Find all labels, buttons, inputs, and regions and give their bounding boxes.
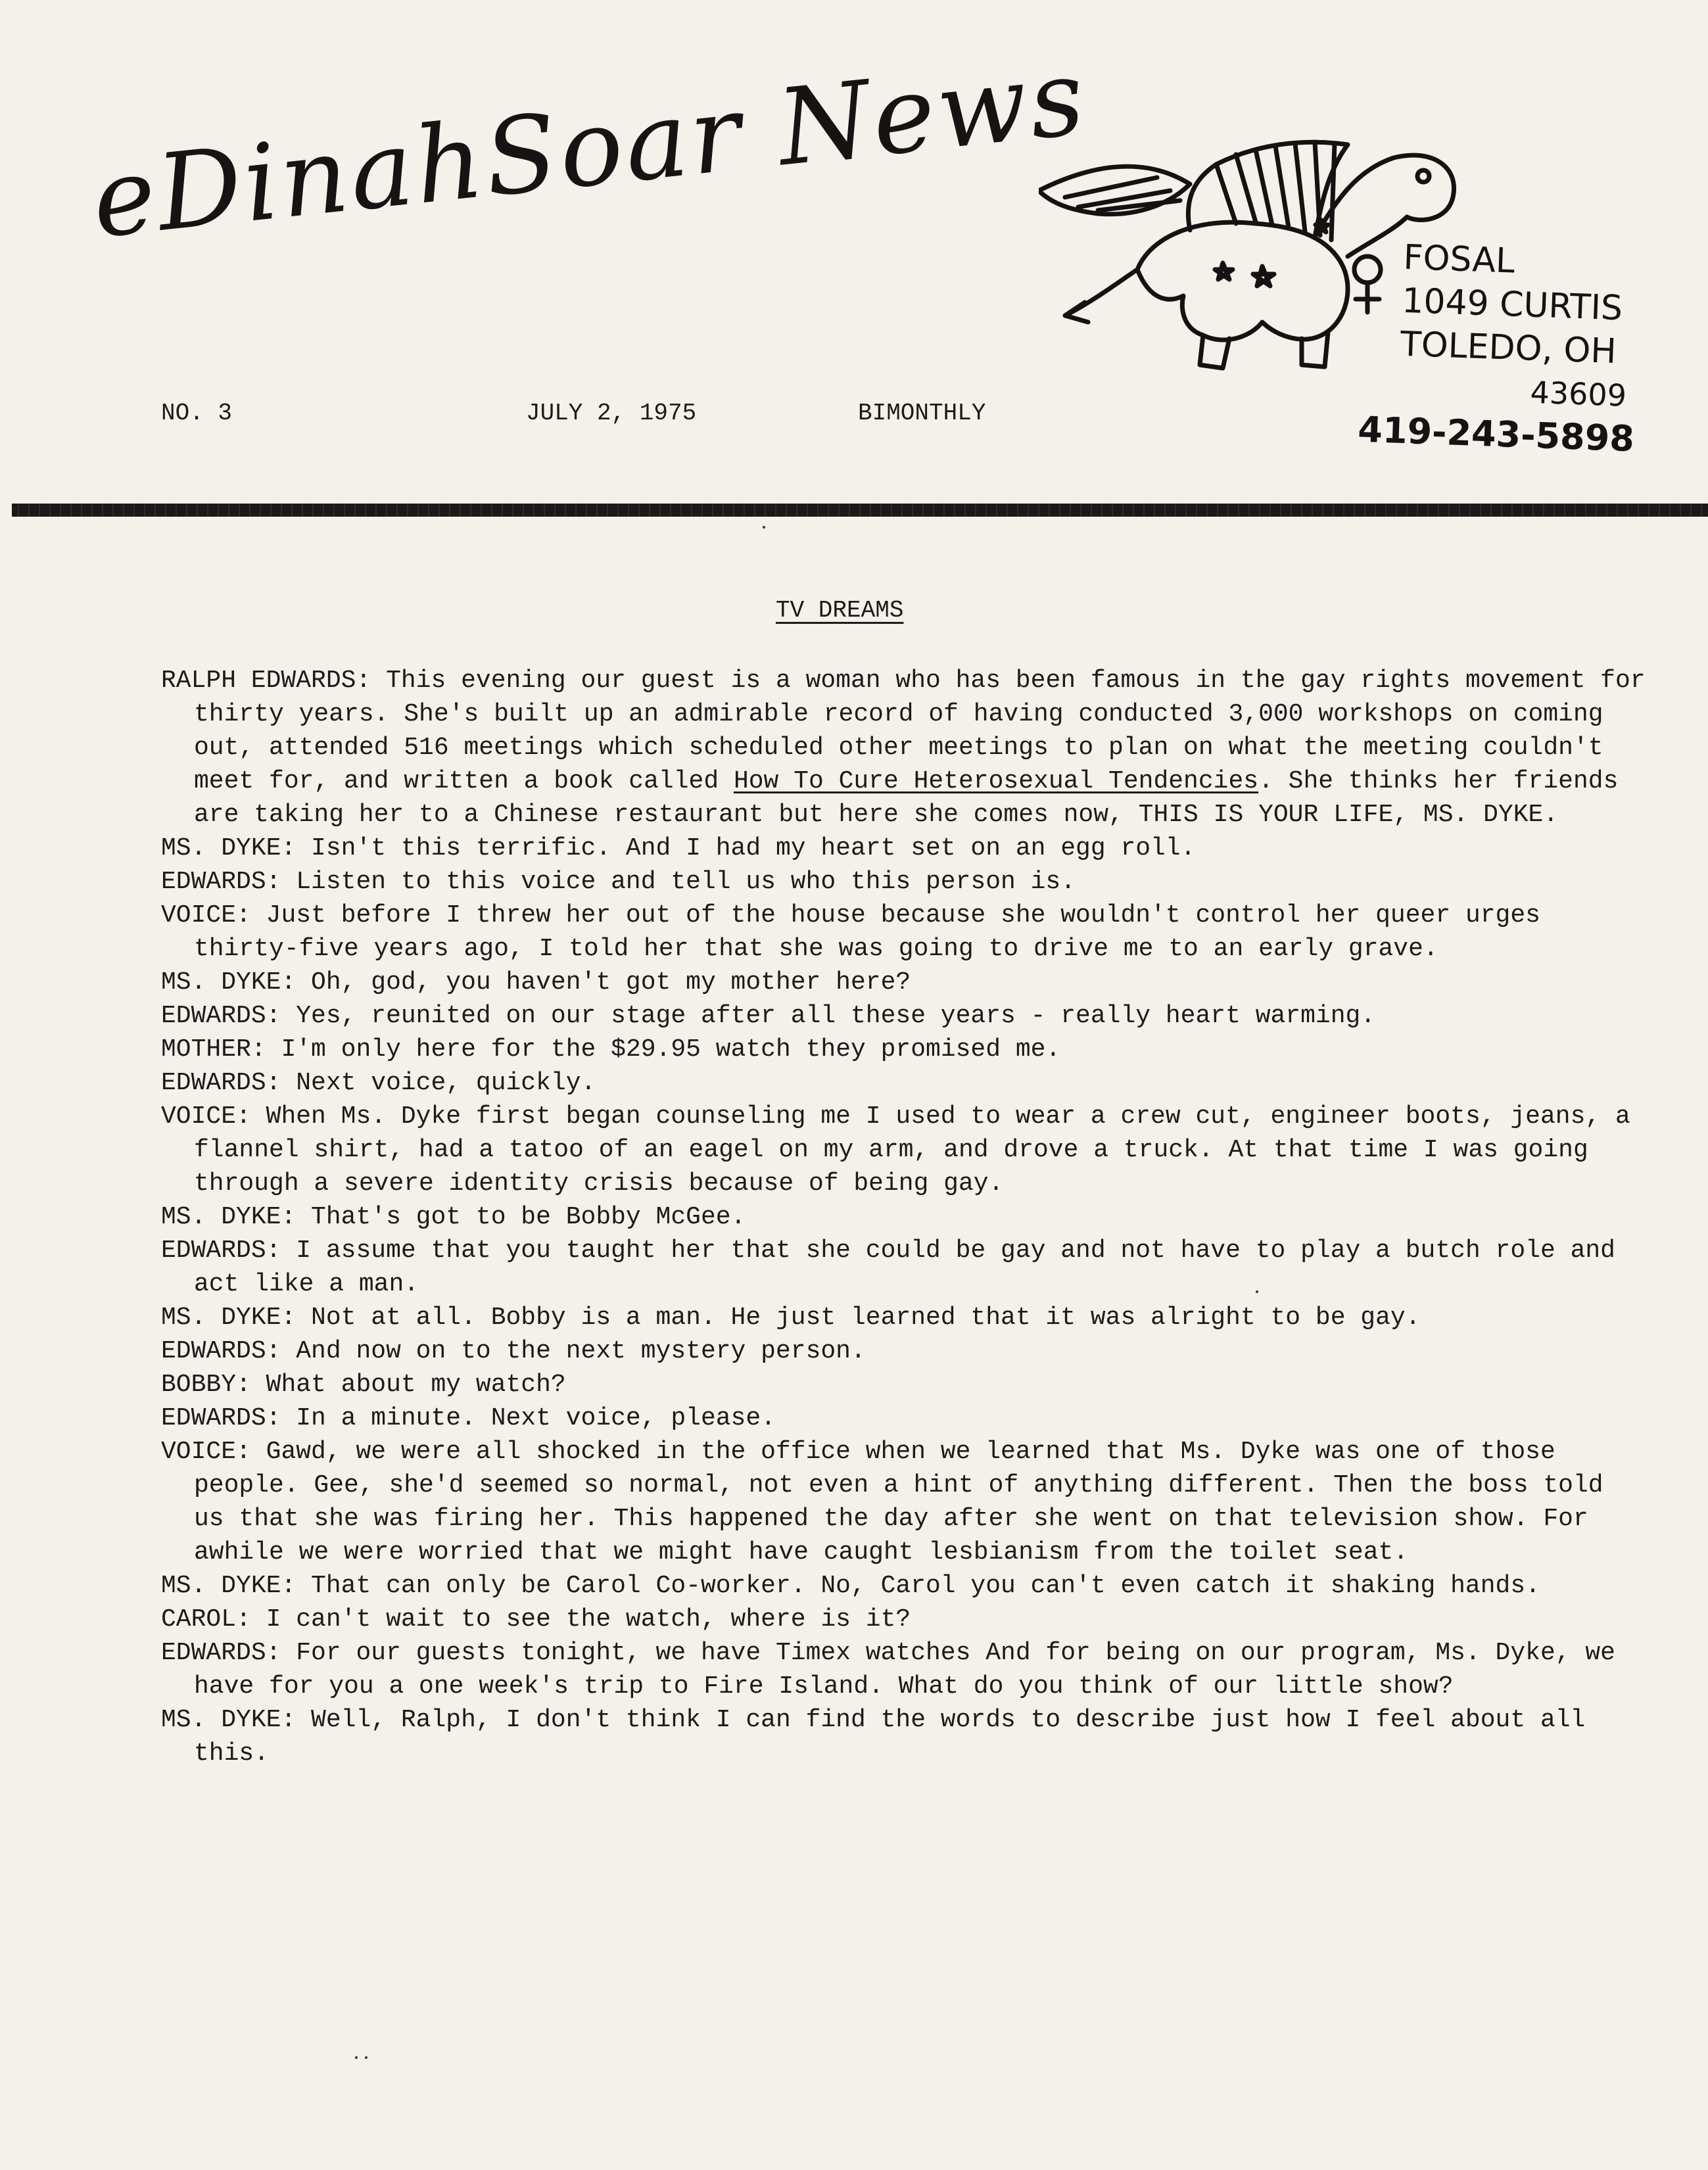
dialogue-text: Not at all. Bobby is a man. He just learned that it was alright to be gay.: [311, 1304, 1421, 1332]
speaker-label: MS. DYKE:: [161, 1572, 297, 1600]
script-line: [161, 1033, 1647, 1066]
masthead-title: eDinahSoar News: [86, 35, 1093, 262]
speaker-label: EDWARDS:: [161, 1002, 281, 1030]
dialogue-text: Well, Ralph, I don't think I can find the words to describe just how I feel about all this.: [194, 1706, 1586, 1768]
dialogue-text: I can't wait to see the watch, where is it?: [266, 1605, 911, 1634]
speaker-label: MS. DYKE:: [161, 1203, 297, 1231]
script-line: [161, 1100, 1647, 1200]
issue-number: NO. 3: [161, 400, 233, 427]
speaker-label: VOICE:: [161, 1102, 251, 1131]
dialogue-text: Isn't this terrific. And I had my heart set on an egg roll.: [311, 834, 1196, 862]
script-line: [161, 1301, 1647, 1334]
script-line: [161, 966, 1647, 999]
script-line: [161, 1200, 1647, 1234]
script-line: [161, 1569, 1647, 1603]
stray-mark: [763, 526, 765, 529]
speaker-label: VOICE:: [161, 901, 251, 930]
script-line: [161, 832, 1647, 865]
dialogue-text: That can only be Carol Co-worker. No, Carol you can't even catch it shaking hands.: [311, 1572, 1540, 1600]
dialogue-text: I'm only here for the $29.95 watch they promised me.: [281, 1035, 1061, 1064]
script-line: [161, 1636, 1647, 1703]
speaker-label: MS. DYKE:: [161, 968, 297, 997]
dialogue-text: In a minute. Next voice, please.: [296, 1404, 776, 1432]
script-line: [161, 1234, 1647, 1301]
dialogue-text: That's got to be Bobby McGee.: [311, 1203, 746, 1231]
speaker-label: MOTHER:: [161, 1035, 266, 1064]
masthead-divider: [12, 504, 1708, 517]
dialogue-text: When Ms. Dyke first began counseling me I used to wear a crew cut, engineer boots, jeans, a flannel shirt, had a tatoo of an eagel on my arm, and drove a truck. At that time I was going through a severe identity crisis because of being gay.: [194, 1102, 1630, 1198]
book-title: How To Cure Heterosexual Tendencies: [733, 767, 1259, 795]
dialogue-text: Gawd, we were all shocked in the office when we learned that Ms. Dyke was one of those people. Gee, she'd seemed so normal, not even a hint of anything different. Then the boss told us that she was firing her. This happened the day after she went on that television show. For awhile we were worried that we might have caught lesbianism from the toilet seat.: [194, 1438, 1603, 1567]
speaker-label: MS. DYKE:: [161, 1304, 297, 1332]
script-line: [161, 664, 1647, 832]
speaker-label: EDWARDS:: [161, 1237, 281, 1265]
script-line: [161, 1703, 1647, 1770]
stray-mark: [365, 2056, 368, 2059]
stray-mark: [355, 2056, 358, 2059]
dialogue-text: This evening our guest is a woman who has been famous in the gay rights movement for thirty years. She's built up an admirable record of having conducted 3,000 workshops on coming out, attended 516 meetings which scheduled other meetings to plan on what the meeting couldn't meet for, and written a book called: [194, 667, 1646, 795]
address-street: 1049 CURTIS: [1401, 281, 1623, 329]
script-line: [161, 1435, 1647, 1569]
script-line: [161, 1066, 1647, 1100]
dialogue-text: Next voice, quickly.: [296, 1069, 596, 1097]
speaker-label: MS. DYKE:: [161, 1706, 297, 1734]
speaker-label: EDWARDS:: [161, 1639, 281, 1667]
script-line: [161, 899, 1647, 966]
speaker-label: EDWARDS:: [161, 1069, 281, 1097]
dialogue-text: For our guests tonight, we have Timex watches And for being on our program, Ms. Dyke, we have for you a one week's trip to Fire Island. What do you think of our little show?: [194, 1639, 1615, 1701]
dialogue-text: . She thinks her friends are taking her to a Chinese restaurant but here she comes now, THIS IS YOUR LIFE, MS. DYKE.: [194, 767, 1619, 829]
dialogue-text: Yes, reunited on our stage after all these years - really heart warming.: [296, 1002, 1376, 1030]
address-zip: 43609: [1529, 374, 1627, 413]
script-line: [161, 999, 1647, 1033]
speaker-label: EDWARDS:: [161, 1337, 281, 1365]
dialogue-text: Listen to this voice and tell us who this person is.: [296, 868, 1076, 896]
script-line: [161, 1334, 1647, 1368]
script-line: [161, 1368, 1647, 1402]
dialogue-text: Oh, god, you haven't got my mother here?: [311, 968, 911, 997]
issue-date: JULY 2, 1975: [526, 400, 697, 427]
address-phone: 419-243-5898: [1357, 408, 1635, 460]
article-body: [161, 664, 1647, 1770]
address-city: TOLEDO, OH: [1400, 324, 1617, 372]
script-line: [161, 865, 1647, 899]
dialogue-text: What about my watch?: [266, 1371, 566, 1399]
issue-frequency: BIMONTHLY: [858, 400, 986, 427]
dialogue-text: I assume that you taught her that she could be gay and not have to play a butch role and act like a man.: [194, 1237, 1615, 1298]
address-org: FOSAL: [1402, 237, 1516, 281]
speaker-label: RALPH EDWARDS:: [161, 667, 371, 695]
stray-mark: [1256, 1290, 1258, 1293]
speaker-label: EDWARDS:: [161, 1404, 281, 1432]
dialogue-text: Just before I threw her out of the house because she wouldn't control her queer urges thirty-five years ago, I told her that she was going to drive me to an early grave.: [194, 901, 1540, 963]
speaker-label: EDWARDS:: [161, 868, 281, 896]
article-title: TV DREAMS: [776, 597, 904, 624]
speaker-label: VOICE:: [161, 1438, 251, 1466]
dialogue-text: And now on to the next mystery person.: [296, 1337, 866, 1365]
mailing-address: [1357, 236, 1641, 461]
script-line: [161, 1402, 1647, 1435]
speaker-label: MS. DYKE:: [161, 834, 297, 862]
script-line: [161, 1603, 1647, 1636]
speaker-label: BOBBY:: [161, 1371, 251, 1399]
speaker-label: CAROL:: [161, 1605, 251, 1634]
